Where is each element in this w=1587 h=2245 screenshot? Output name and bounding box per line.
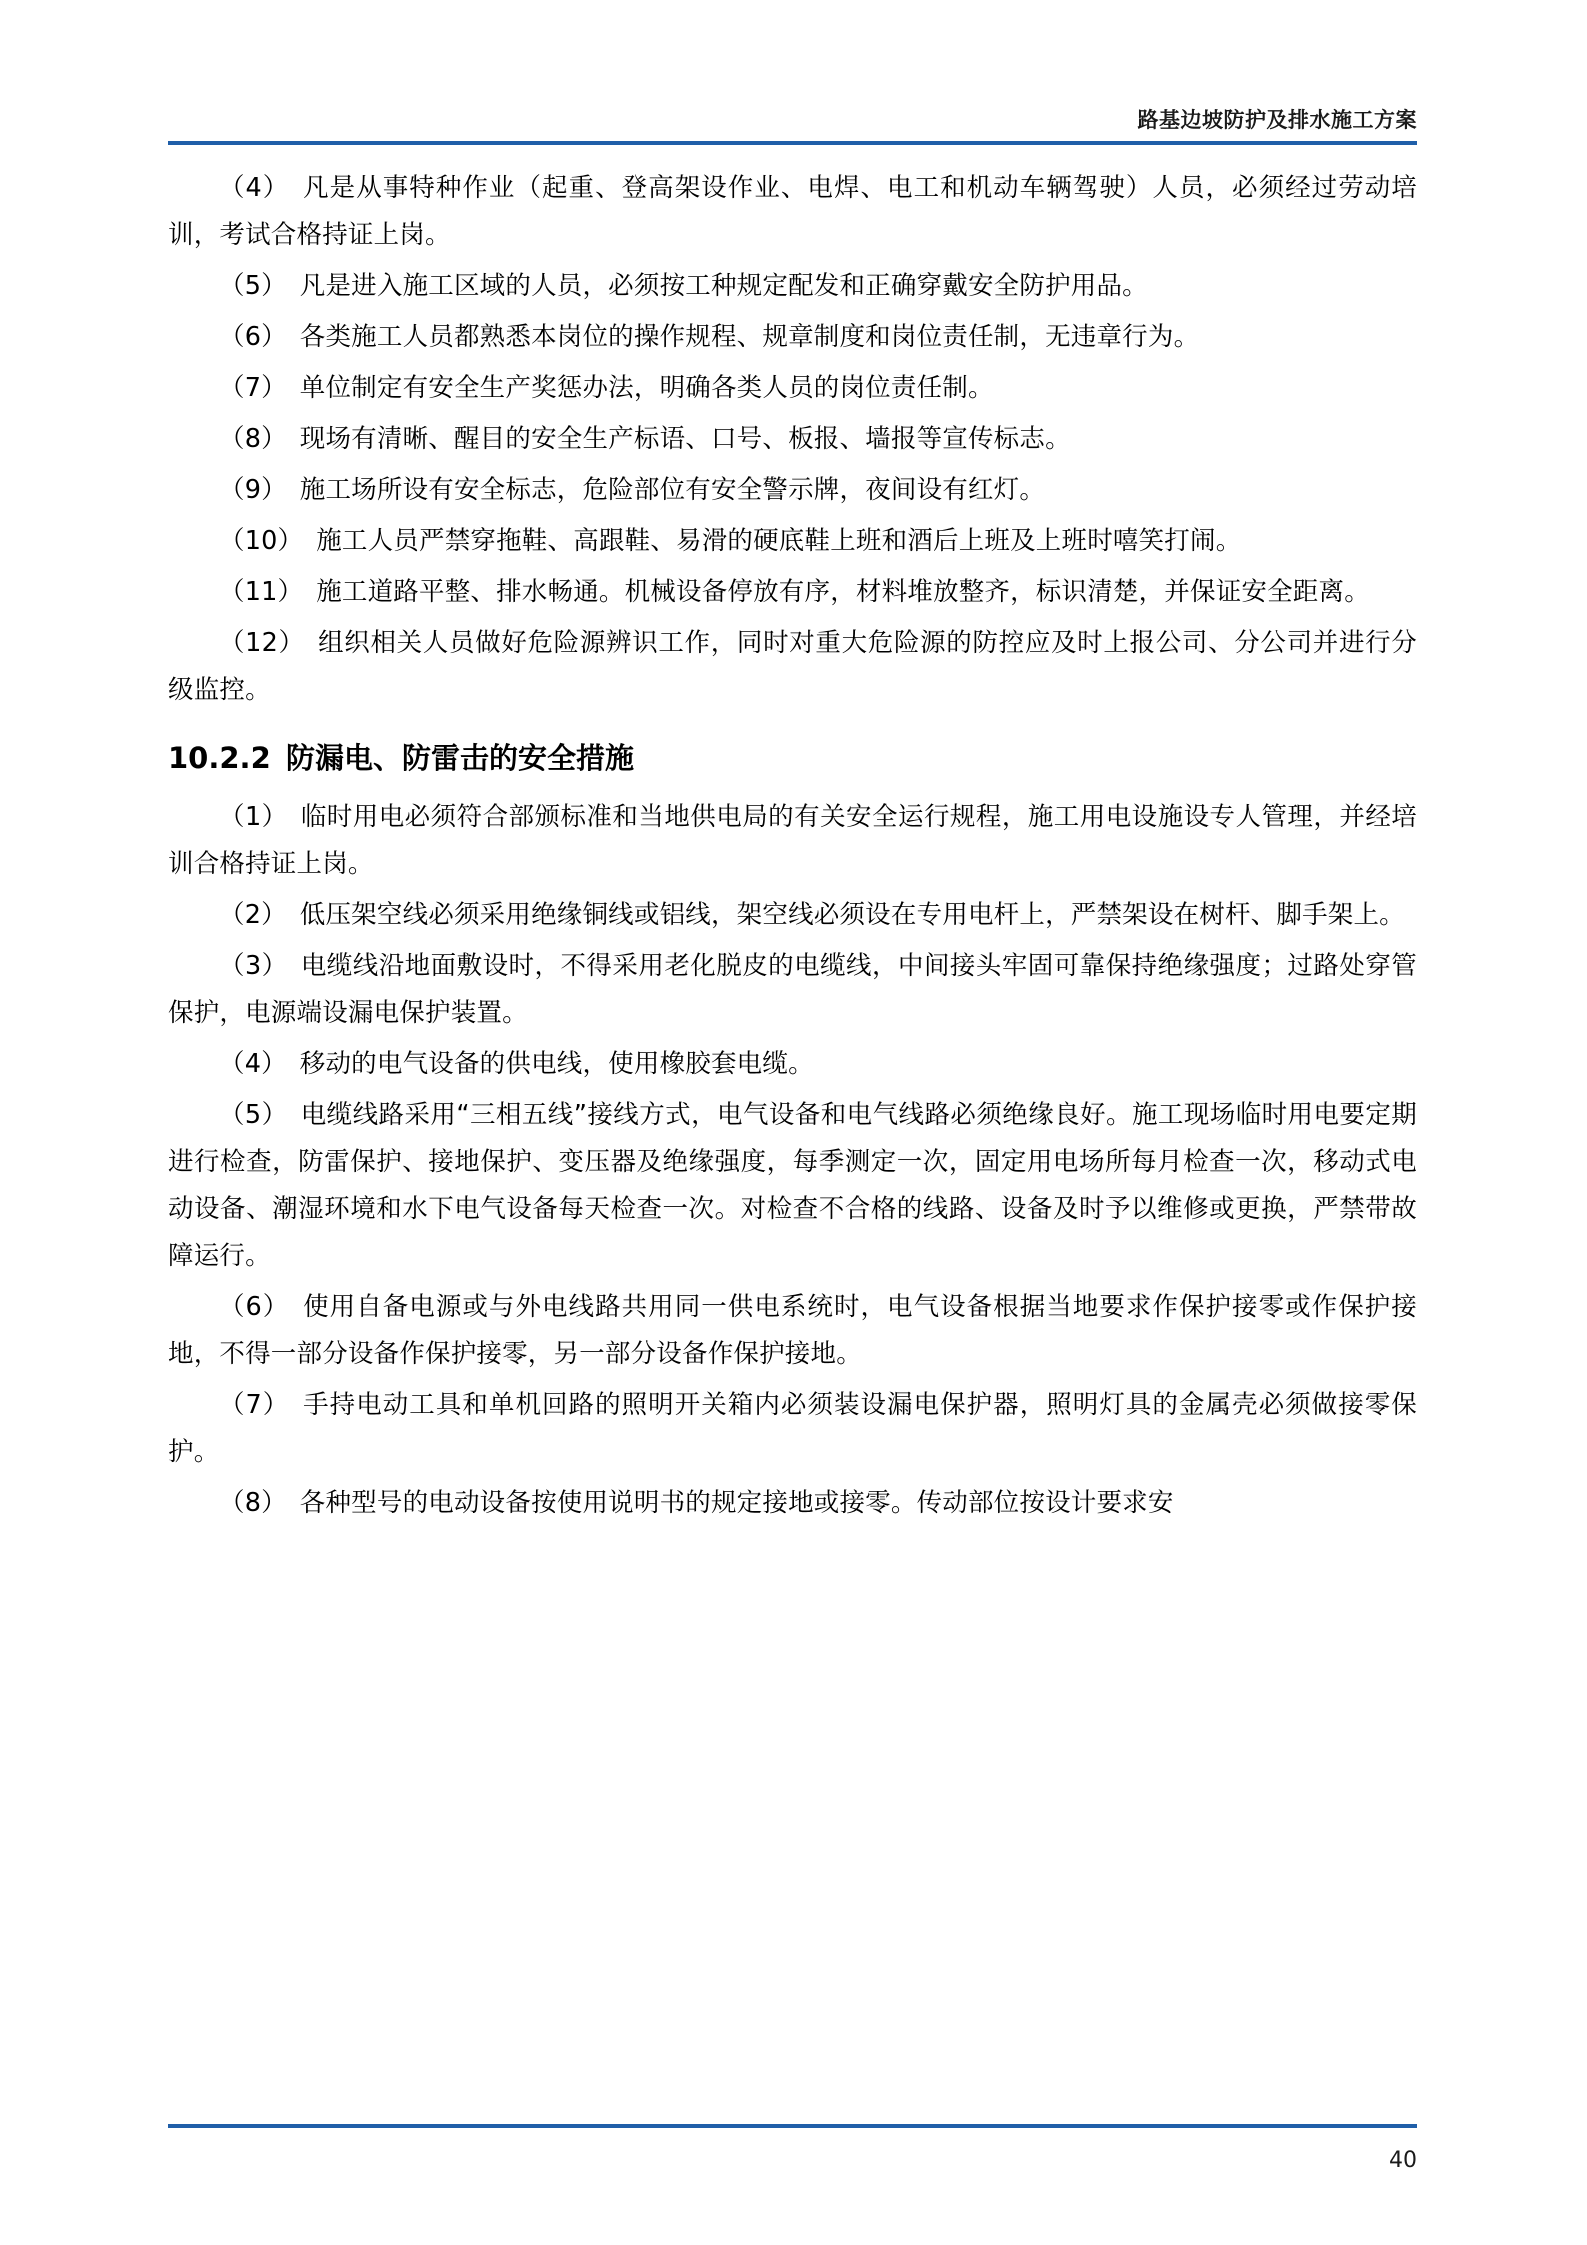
paragraph: （11） 施工道路平整、排水畅通。机械设备停放有序，材料堆放整齐，标识清楚，并保证安全距离。 bbox=[219, 577, 1370, 607]
footer-divider bbox=[168, 2124, 1417, 2128]
header-title: 路基边坡防护及排水施工方案 bbox=[1137, 108, 1417, 132]
paragraph: （8） 现场有清晰、醒目的安全生产标语、口号、板报、墙报等宣传标志。 bbox=[219, 424, 1071, 454]
paragraph: （5） 凡是进入施工区域的人员，必须按工种规定配发和正确穿戴安全防护用品。 bbox=[219, 271, 1148, 301]
page-content bbox=[168, 165, 1417, 1531]
paragraph: （7） 手持电动工具和单机回路的照明开关箱内必须装设漏电保护器，照明灯具的金属壳必须做接零保护。 bbox=[168, 1390, 1417, 1467]
paragraph: （9） 施工场所设有安全标志，危险部位有安全警示牌，夜间设有红灯。 bbox=[219, 475, 1046, 505]
paragraph: （5） 电缆线路采用“三相五线”接线方式，电气设备和电气线路必须绝缘良好。施工现场临时用电要定期进行检查，防雷保护、接地保护、变压器及绝缘强度，每季测定一次，固定用电场所每月检查一次，移动式电动设备、潮湿环境和水下电气设备每天检查一次。对检查不合格的线路、设备及时予以维修或更换，严禁带故障运行。 bbox=[168, 1100, 1417, 1271]
page-header bbox=[168, 104, 1417, 144]
paragraph: （2） 低压架空线必须采用绝缘铜线或铝线，架空线必须设在专用电杆上，严禁架设在树杆、脚手架上。 bbox=[219, 900, 1405, 930]
header-divider bbox=[168, 141, 1417, 145]
paragraph: （12） 组织相关人员做好危险源辨识工作，同时对重大危险源的防控应及时上报公司、分公司并进行分级监控。 bbox=[168, 628, 1417, 705]
paragraph: （4） 移动的电气设备的供电线，使用橡胶套电缆。 bbox=[219, 1049, 814, 1079]
paragraph: （6） 各类施工人员都熟悉本岗位的操作规程、规章制度和岗位责任制，无违章行为。 bbox=[219, 322, 1200, 352]
section-number: 10.2.2 bbox=[168, 741, 271, 775]
paragraph: （7） 单位制定有安全生产奖惩办法，明确各类人员的岗位责任制。 bbox=[219, 373, 994, 403]
section-title: 防漏电、防雷击的安全措施 bbox=[286, 741, 635, 775]
paragraph: （8） 各种型号的电动设备按使用说明书的规定接地或接零。传动部位按设计要求安 bbox=[219, 1488, 1174, 1518]
section-heading bbox=[168, 732, 1417, 784]
paragraph: （10） 施工人员严禁穿拖鞋、高跟鞋、易滑的硬底鞋上班和酒后上班及上班时嘻笑打闹。 bbox=[219, 526, 1242, 556]
paragraph: （4） 凡是从事特种作业（起重、登高架设作业、电焊、电工和机动车辆驾驶）人员，必须经过劳动培训，考试合格持证上岗。 bbox=[168, 173, 1417, 250]
page-number: 40 bbox=[1389, 2148, 1417, 2173]
paragraph: （3） 电缆线沿地面敷设时，不得采用老化脱皮的电缆线，中间接头牢固可靠保持绝缘强度；过路处穿管保护，电源端设漏电保护装置。 bbox=[168, 951, 1417, 1028]
paragraph: （1） 临时用电必须符合部颁标准和当地供电局的有关安全运行规程，施工用电设施设专人管理，并经培训合格持证上岗。 bbox=[168, 802, 1417, 879]
paragraph: （6） 使用自备电源或与外电线路共用同一供电系统时，电气设备根据当地要求作保护接零或作保护接地，不得一部分设备作保护接零，另一部分设备作保护接地。 bbox=[168, 1292, 1417, 1369]
